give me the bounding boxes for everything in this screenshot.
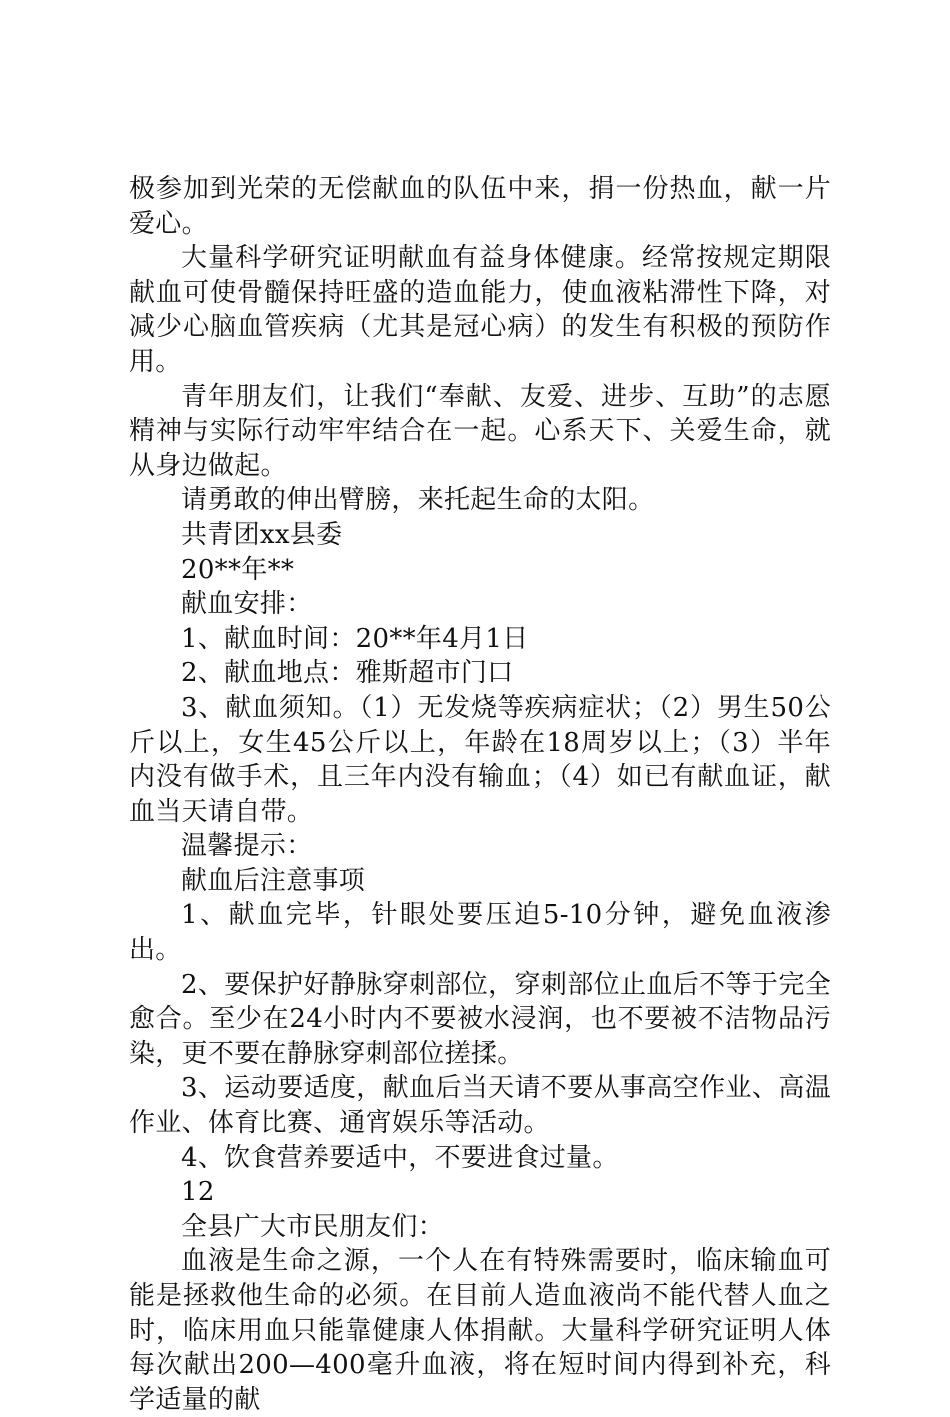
arrangement-requirements: 3、献血须知。（1）无发烧等疾病症状；（2）男生50公斤以上，女生45公斤以上，年龄在18周岁以上；（3）半年内没有做手术，且三年内没有输血；（4）如已有献血证，献血当天请自带。 bbox=[129, 692, 831, 827]
section-number: 12 bbox=[181, 1177, 215, 1208]
document-body bbox=[129, 172, 831, 1417]
tip-item-4: 4、饮食营养要适中，不要进食过量。 bbox=[181, 1142, 619, 1173]
heading-post-donation: 献血后注意事项 bbox=[181, 865, 366, 896]
signature-organization: 共青团xx县委 bbox=[181, 519, 343, 550]
paragraph-slogan: 请勇敢的伸出臂膀，来托起生命的太阳。 bbox=[181, 485, 655, 516]
heading-arrangement: 献血安排： bbox=[181, 589, 313, 620]
tip-item-3: 3、运动要适度，献血后当天请不要从事高空作业、高温作业、体育比赛、通宵娱乐等活动。 bbox=[129, 1073, 831, 1139]
salutation: 全县广大市民朋友们： bbox=[181, 1211, 445, 1242]
tip-item-1: 1、献血完毕，针眼处要压迫5-10分钟，避免血液渗出。 bbox=[129, 900, 831, 966]
arrangement-time: 1、献血时间：20**年4月1日 bbox=[181, 623, 529, 654]
paragraph-youth-appeal: 青年朋友们，让我们“奉献、友爱、进步、互助”的志愿精神与实际行动牢牢结合在一起。心系天下、关爱生命，就从身边做起。 bbox=[129, 381, 831, 481]
arrangement-location: 2、献血地点：雅斯超市门口 bbox=[181, 658, 514, 689]
tip-item-2: 2、要保护好静脉穿刺部位，穿刺部位止血后不等于完全愈合。至少在24小时内不要被水浸润，也不要被不洁物品污染，更不要在静脉穿刺部位搓揉。 bbox=[129, 969, 831, 1069]
signature-date: 20**年** bbox=[181, 554, 295, 585]
paragraph-volunteer-call: 极参加到光荣的无偿献血的队伍中来，捐一份热血，献一片爱心。 bbox=[129, 174, 831, 239]
paragraph-health-benefits: 大量科学研究证明献血有益身体健康。经常按规定期限献血可使骨髓保持旺盛的造血能力，使血液粘滞性下降，对减少心脑血管疾病（尤其是冠心病）的发生有积极的预防作用。 bbox=[129, 243, 831, 377]
paragraph-blood-source: 血液是生命之源，一个人在有特殊需要时，临床输血可能是拯救他生命的必须。在目前人造血液尚不能代替人血之时，临床用血只能靠健康人体捐献。大量科学研究证明人体每次献出200—400毫升血液，将在短时间内得到补充，科学适量的献 bbox=[129, 1246, 831, 1415]
heading-tips: 温馨提示： bbox=[181, 831, 313, 862]
